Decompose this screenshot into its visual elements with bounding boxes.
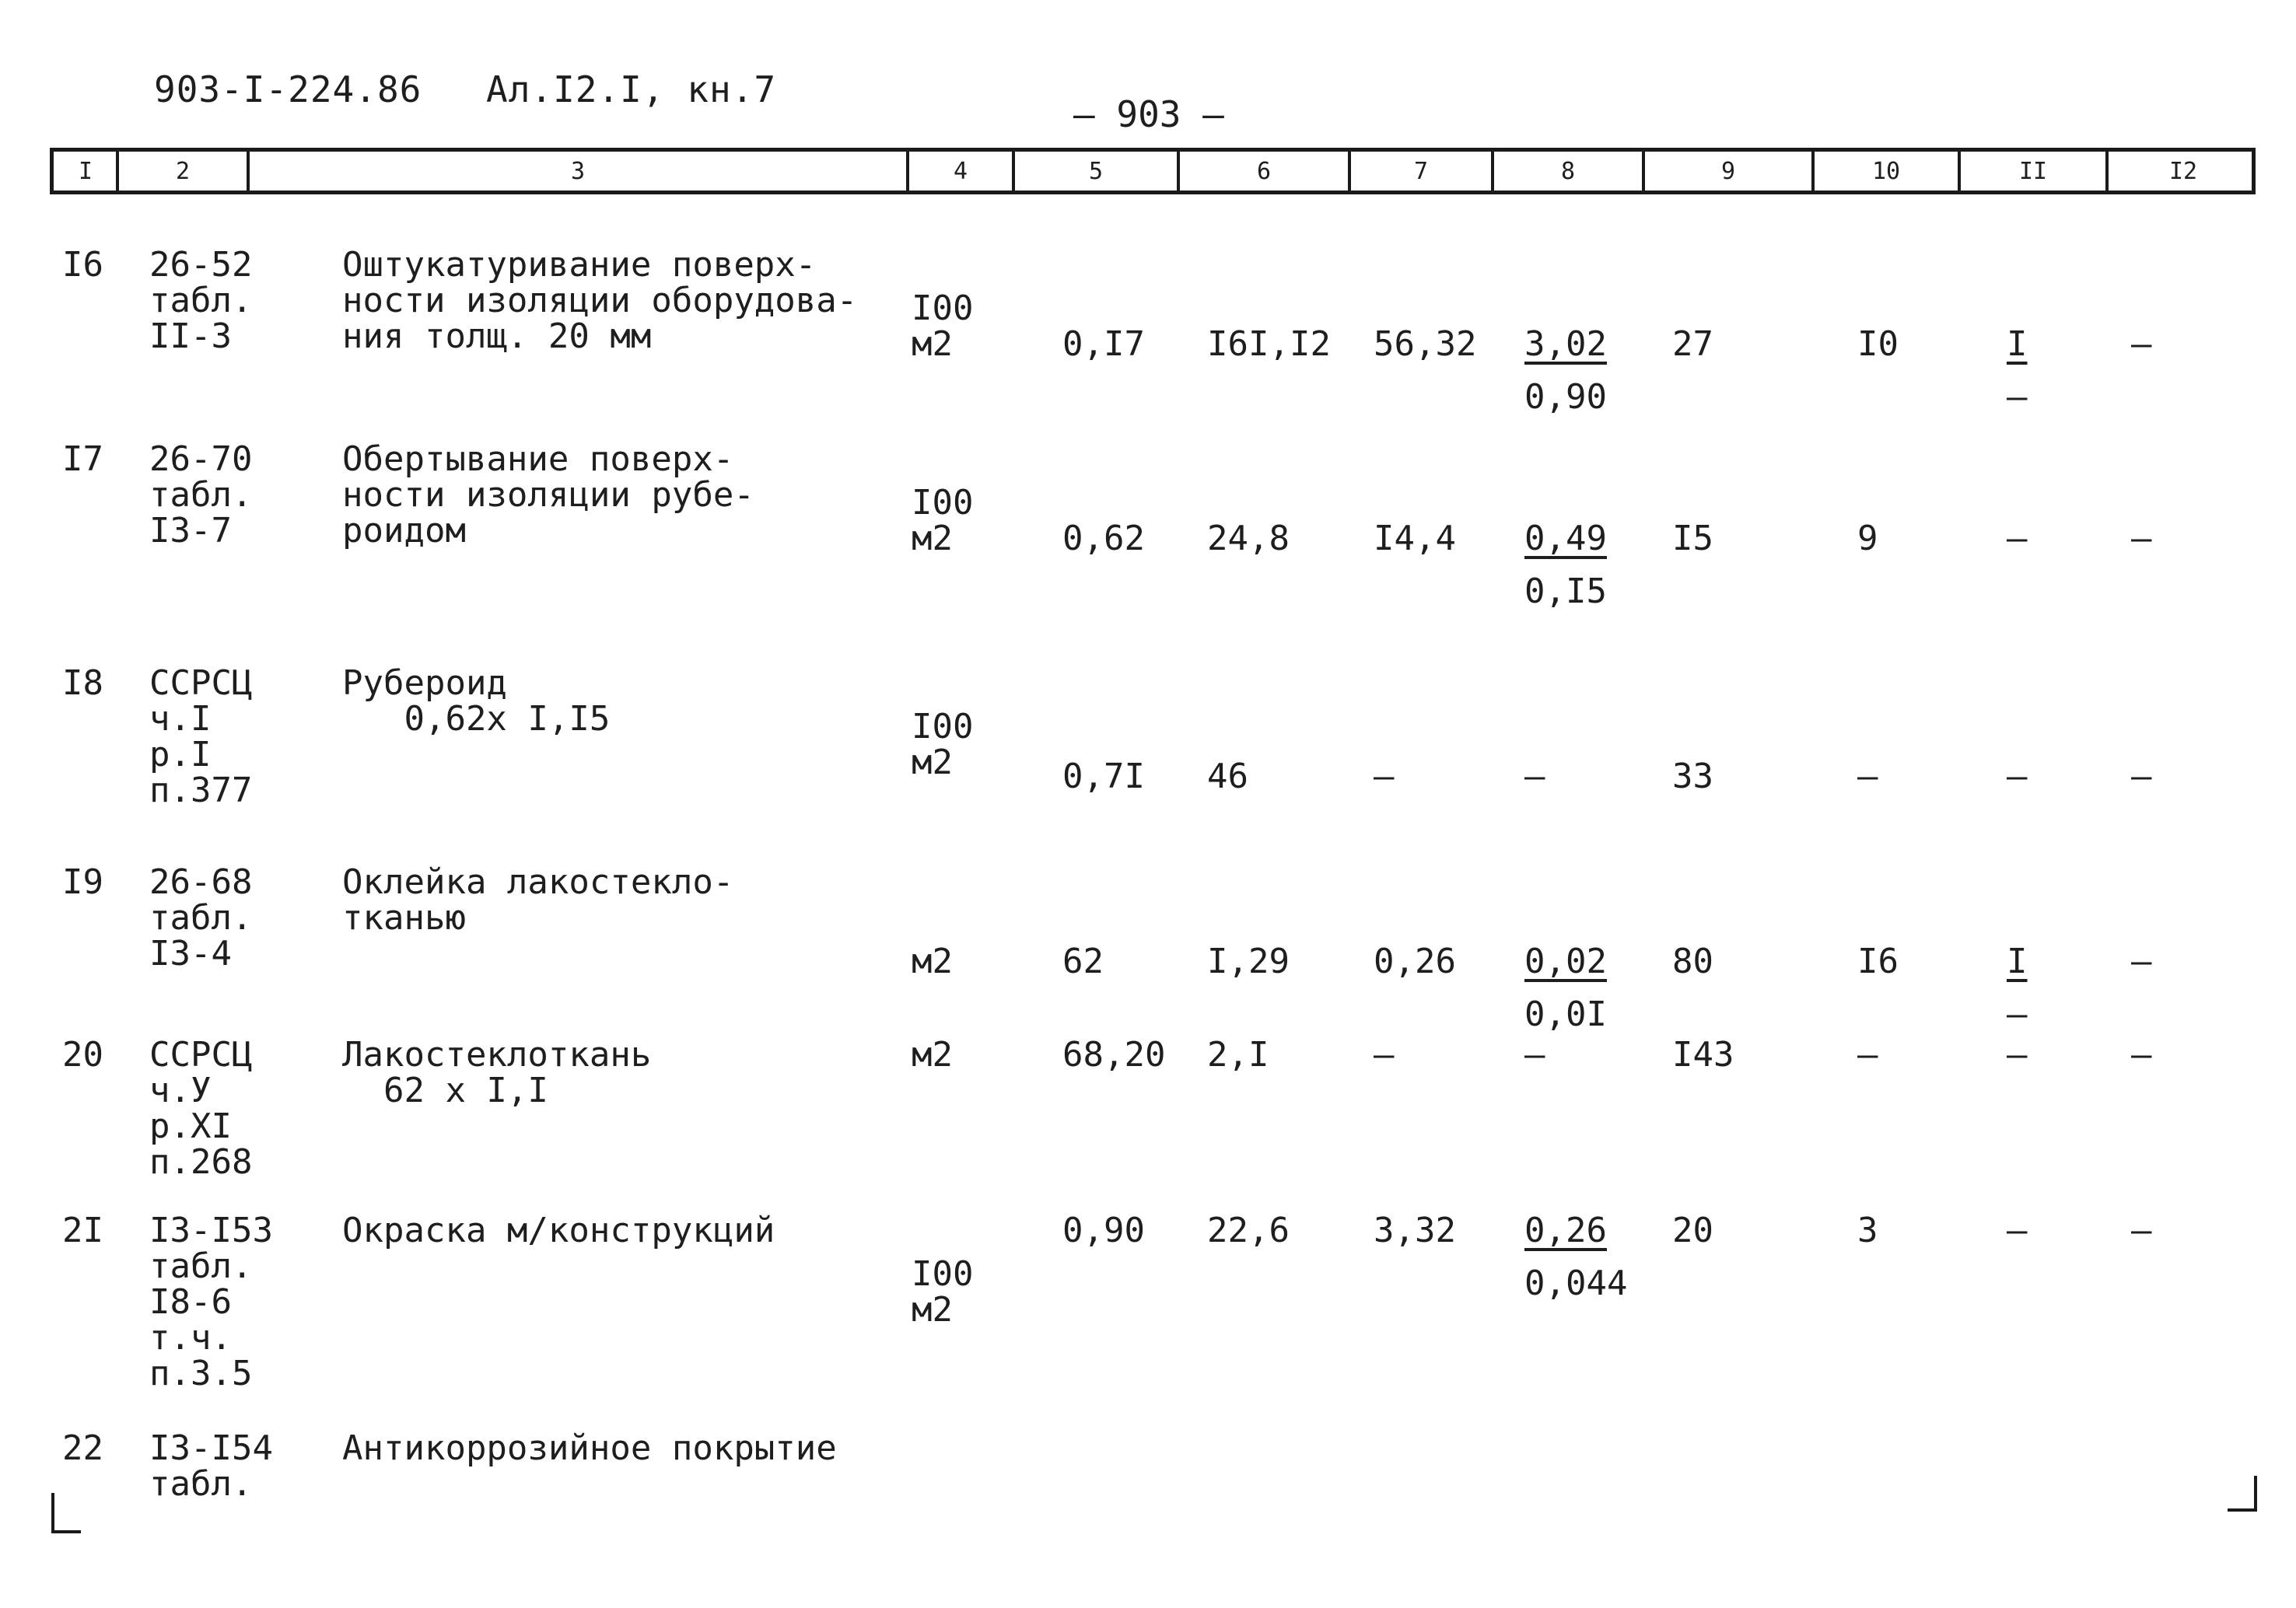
row-number: I7 <box>62 439 103 479</box>
norm-code-line: п.268 <box>149 1142 253 1182</box>
work-description-line: Обертывание поверх- <box>342 439 734 479</box>
work-description <box>342 439 754 551</box>
unit-of-measure-line: м2 <box>912 519 953 558</box>
norm-code <box>149 1037 252 1180</box>
norm-code-line: I3-7 <box>149 511 232 551</box>
row-number: 20 <box>62 1035 103 1075</box>
col-9-value: 20 <box>1672 1211 1713 1250</box>
norm-code <box>149 1213 273 1392</box>
quantity: 0,I7 <box>1062 324 1145 364</box>
column-separator <box>1177 152 1180 191</box>
norm-code-line: I3-4 <box>149 934 232 974</box>
column-number-1: I <box>78 157 93 185</box>
col-9-value: 33 <box>1672 757 1713 796</box>
col-11-fraction <box>2007 324 2067 417</box>
column-separator <box>906 152 909 191</box>
norm-code-line: табл. <box>149 1464 253 1504</box>
work-description <box>342 1037 651 1109</box>
col-8-numerator: 0,02 <box>1524 942 1607 981</box>
col-11-numerator: I <box>2007 324 2028 364</box>
norm-code-line: 26-70 <box>149 439 253 479</box>
unit-of-measure-line: м2 <box>912 1290 953 1330</box>
col-12-value: – <box>2131 1211 2152 1250</box>
work-description-line: тканью <box>342 898 466 938</box>
col-7-value: 0,26 <box>1374 942 1456 981</box>
col-10-value: 9 <box>1857 519 1878 558</box>
corner-mark-bottom-left <box>51 1493 81 1533</box>
col-8-fraction <box>1524 521 1607 610</box>
column-number-3: 3 <box>570 157 586 185</box>
col-9-value: 27 <box>1672 324 1713 364</box>
unit-of-measure-line: м2 <box>912 743 953 782</box>
norm-code-line: 26-68 <box>149 862 253 902</box>
quantity: 0,90 <box>1062 1211 1145 1250</box>
column-number-9: 9 <box>1720 157 1736 185</box>
column-number-7: 7 <box>1413 157 1429 185</box>
col-12-value: – <box>2131 942 2152 981</box>
col-11-denominator: – <box>2007 995 2028 1034</box>
work-description-line: Окраска м/конструкций <box>342 1211 775 1250</box>
norm-code-line: I8-6 <box>149 1282 232 1322</box>
quantity: 62 <box>1062 942 1104 981</box>
col-6-value: 2,I <box>1207 1035 1269 1075</box>
col-8-fraction <box>1524 944 1607 1033</box>
unit-of-measure-line: I00 <box>912 707 974 746</box>
column-number-header <box>50 148 2256 194</box>
unit-of-measure-line: I00 <box>912 1254 974 1294</box>
work-description-line: Рубероид <box>342 663 507 703</box>
norm-code-line: ч.I <box>149 699 212 739</box>
row-number: 2I <box>62 1211 103 1250</box>
norm-code-line: п.3.5 <box>149 1354 253 1393</box>
col-6-value: 46 <box>1207 757 1248 796</box>
norm-code-line: ССРСЦ <box>149 663 253 703</box>
column-number-11: II <box>2018 157 2048 185</box>
column-number-4: 4 <box>953 157 968 185</box>
col-11-value: – <box>2007 757 2028 796</box>
col-8-value: – <box>1524 757 1545 796</box>
work-description-line: ния толщ. 20 мм <box>342 316 652 356</box>
work-description <box>342 1428 837 1468</box>
work-description-line: ности изоляции рубе- <box>342 475 754 515</box>
col-6-value: 22,6 <box>1207 1211 1290 1250</box>
norm-code-line: р.ХI <box>149 1106 232 1146</box>
column-number-12: I2 <box>2168 157 2198 185</box>
quantity: 0,7I <box>1062 757 1145 796</box>
col-6-value: I6I,I2 <box>1207 324 1331 364</box>
quantity: 0,62 <box>1062 519 1145 558</box>
column-number-5: 5 <box>1088 157 1104 185</box>
col-12-value: – <box>2131 324 2152 364</box>
col-10-value: I0 <box>1857 324 1899 364</box>
col-11-denominator: – <box>2007 377 2028 417</box>
column-separator <box>1958 152 1961 191</box>
work-description <box>342 1213 775 1249</box>
col-12-value: – <box>2131 757 2152 796</box>
col-9-value: 80 <box>1672 942 1713 981</box>
col-8-denominator: 0,90 <box>1524 377 1607 417</box>
column-separator <box>1348 152 1351 191</box>
norm-code-line: п.377 <box>149 771 253 810</box>
norm-code <box>149 247 252 355</box>
col-11-numerator: I <box>2007 942 2028 981</box>
work-description-line: 62 х I,I <box>342 1071 548 1110</box>
column-separator <box>1012 152 1015 191</box>
work-description-line: Лакостеклоткань <box>342 1035 652 1075</box>
quantity: 68,20 <box>1062 1035 1166 1075</box>
page-number: — 903 — <box>1073 93 1224 135</box>
row-number: I8 <box>62 663 103 703</box>
work-description-line: Оштукатуривание поверх- <box>342 245 817 285</box>
col-7-value: I4,4 <box>1374 519 1456 558</box>
unit-of-measure <box>912 1254 974 1330</box>
unit-of-measure-line: I00 <box>912 288 974 328</box>
col-8-numerator: 0,26 <box>1524 1211 1607 1250</box>
norm-code <box>149 439 253 551</box>
column-number-8: 8 <box>1560 157 1576 185</box>
col-10-value: – <box>1857 1035 1878 1075</box>
unit-of-measure-line: м2 <box>912 1035 953 1075</box>
norm-code-line: I3-I54 <box>149 1428 273 1468</box>
row-number: I6 <box>62 245 103 285</box>
work-description <box>342 663 611 739</box>
col-7-value: – <box>1374 1035 1395 1075</box>
unit-of-measure-line: I00 <box>912 483 974 523</box>
row-number: I9 <box>62 862 103 902</box>
norm-code <box>149 1428 273 1504</box>
col-10-value: I6 <box>1857 942 1899 981</box>
work-description-line: Оклейка лакостекло- <box>342 862 734 902</box>
norm-code-line: ССРСЦ <box>149 1035 253 1075</box>
col-10-value: – <box>1857 757 1878 796</box>
col-8-numerator: 0,49 <box>1524 519 1607 558</box>
document-code: 903-I-224.86 <box>154 68 422 110</box>
column-separator <box>1811 152 1815 191</box>
unit-of-measure-line: м2 <box>912 942 953 981</box>
column-number-6: 6 <box>1256 157 1272 185</box>
work-description <box>342 862 734 938</box>
col-10-value: 3 <box>1857 1211 1878 1250</box>
col-6-value: 24,8 <box>1207 519 1290 558</box>
work-description <box>342 247 857 355</box>
norm-code-line: табл. <box>149 898 253 938</box>
norm-code-line: II-3 <box>149 316 232 356</box>
column-separator <box>116 152 119 191</box>
norm-code-line: табл. <box>149 475 253 515</box>
col-12-value: – <box>2131 1035 2152 1075</box>
column-separator <box>1642 152 1645 191</box>
col-8-denominator: 0,0I <box>1524 995 1607 1034</box>
corner-mark-bottom-right <box>2228 1476 2257 1512</box>
col-9-value: I43 <box>1672 1035 1734 1075</box>
col-8-denominator: 0,044 <box>1524 1264 1628 1303</box>
col-11-value: – <box>2007 519 2028 558</box>
norm-code-line: табл. <box>149 281 253 320</box>
norm-code-line: ч.У <box>149 1071 212 1110</box>
col-8-fraction <box>1524 1213 1627 1302</box>
col-8-fraction <box>1524 324 1607 417</box>
norm-code <box>149 862 253 974</box>
unit-of-measure <box>912 1037 953 1073</box>
norm-code-line: I3-I53 <box>149 1211 273 1250</box>
work-description-line: 0,62х I,I5 <box>342 699 611 739</box>
col-8-denominator: 0,I5 <box>1524 572 1607 611</box>
norm-code-line: 26-52 <box>149 245 253 285</box>
norm-code-line: т.ч. <box>149 1318 232 1358</box>
work-description-line: роидом <box>342 511 466 551</box>
col-7-value: – <box>1374 757 1395 796</box>
work-description-line: ности изоляции оборудова- <box>342 281 858 320</box>
work-description-line: Антикоррозийное покрытие <box>342 1428 837 1468</box>
col-7-value: 3,32 <box>1374 1211 1456 1250</box>
col-6-value: I,29 <box>1207 942 1290 981</box>
column-separator <box>2105 152 2109 191</box>
col-9-value: I5 <box>1672 519 1713 558</box>
norm-code-line: р.I <box>149 735 212 774</box>
column-separator <box>247 152 250 191</box>
col-11-value: – <box>2007 1211 2028 1250</box>
document-reference: Ал.I2.I, кн.7 <box>486 68 777 110</box>
col-11-value: – <box>2007 1035 2028 1075</box>
col-8-value: – <box>1524 1035 1545 1075</box>
unit-of-measure <box>912 709 973 781</box>
row-number: 22 <box>62 1428 103 1468</box>
col-8-numerator: 3,02 <box>1524 324 1607 364</box>
column-separator <box>1491 152 1494 191</box>
column-number-2: 2 <box>175 157 191 185</box>
col-11-fraction <box>2007 944 2067 1033</box>
unit-of-measure <box>912 288 974 364</box>
norm-code-line: табл. <box>149 1246 253 1286</box>
column-number-10: 10 <box>1871 157 1901 185</box>
col-12-value: – <box>2131 519 2152 558</box>
unit-of-measure <box>912 944 953 980</box>
norm-code <box>149 663 253 810</box>
col-7-value: 56,32 <box>1374 324 1477 364</box>
unit-of-measure <box>912 485 973 557</box>
unit-of-measure-line: м2 <box>912 324 953 364</box>
